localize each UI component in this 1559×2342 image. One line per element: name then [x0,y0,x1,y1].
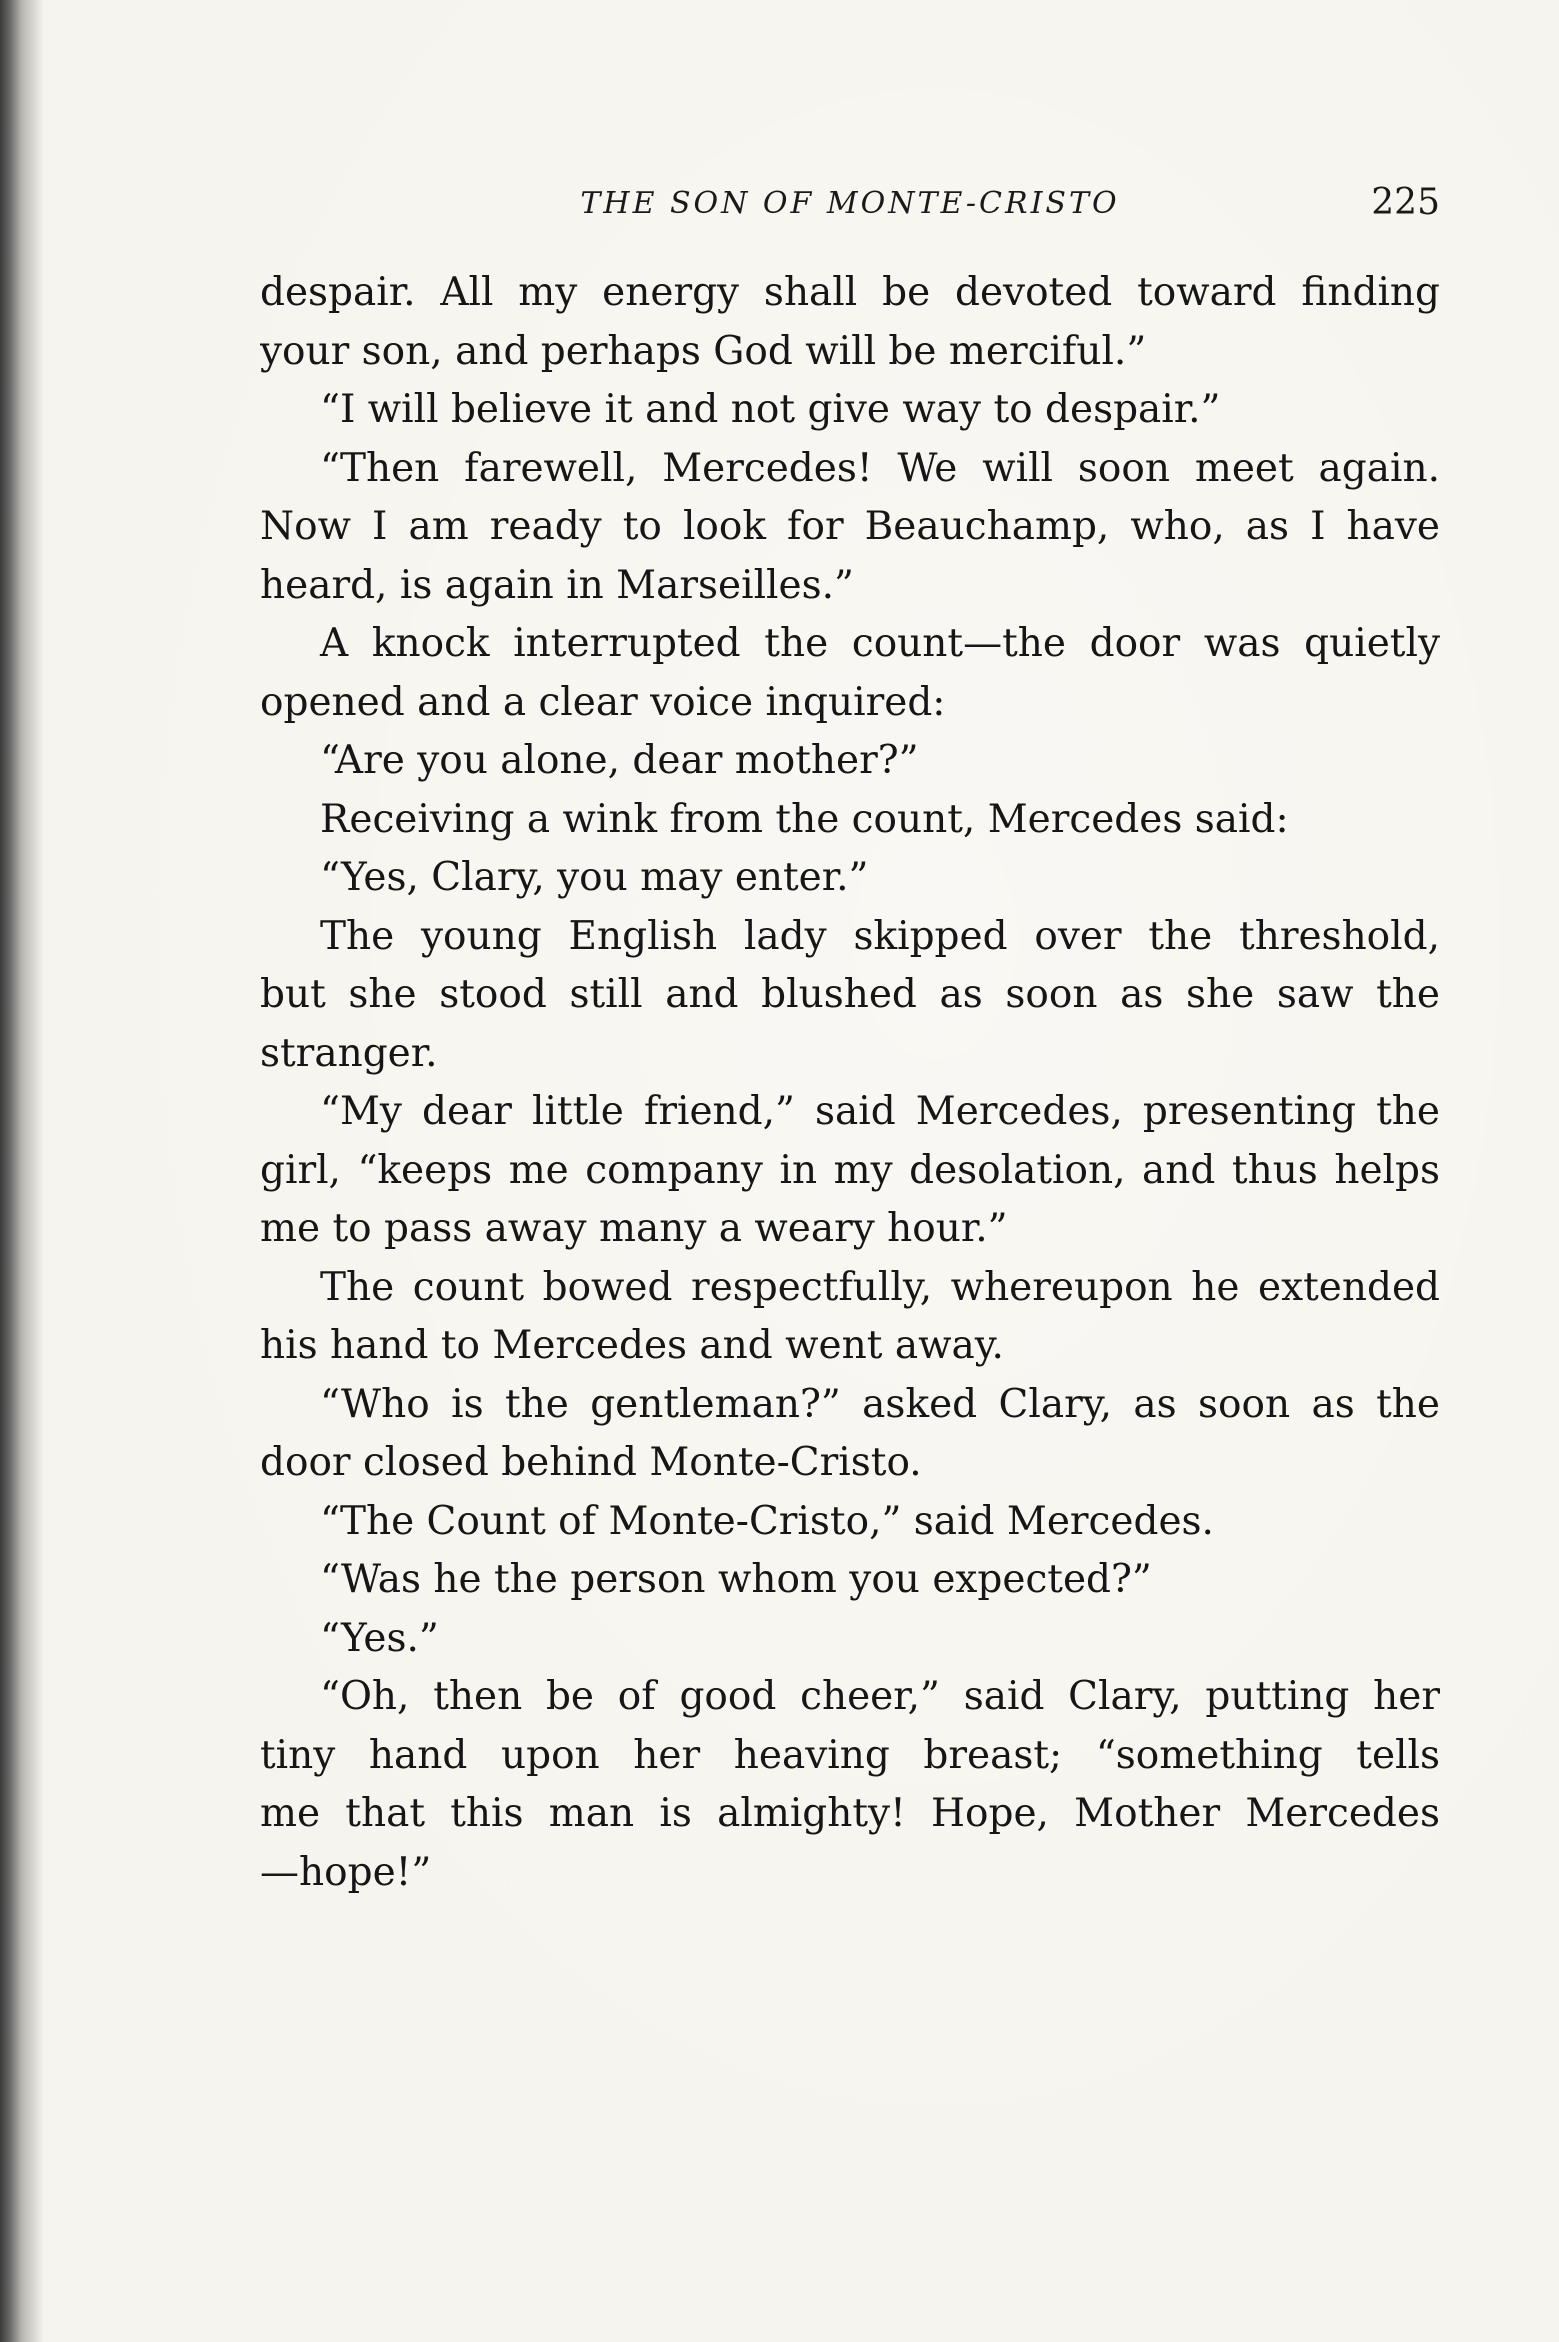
text-line: “Oh, then be of good cheer,” said Clary, putting her [320,1674,1440,1719]
text-line: “Yes, Clary, you may enter.” [320,855,869,900]
text-line: despair. All my energy shall be devoted toward finding [260,270,1440,315]
text-line: girl, “keeps me company in my desolation, and thus helps [260,1147,1440,1193]
text-line: —hope!” [260,1849,432,1895]
text-line: heard, is again in Marseilles.” [260,562,854,608]
text-line: The young English lady skipped over the threshold, [320,913,1440,959]
text-line: me that this man is almighty! Hope, Mother Mercedes [260,1791,1440,1836]
page-number: 225 [1371,182,1440,223]
text-line: “Who is the gentleman?” asked Clary, as soon as the [320,1381,1440,1427]
text-line: Now I am ready to look for Beauchamp, who, as I have [260,504,1440,549]
text-line: door closed behind Monte-Cristo. [260,1440,922,1485]
text-line: “I will believe it and not give way to despair.” [320,387,1221,432]
text-line: “Are you alone, dear mother?” [320,738,919,783]
binding-shadow [0,0,44,2342]
text-line: his hand to Mercedes and went away. [260,1323,1004,1368]
text-line: “Then farewell, Mercedes! We will soon meet again. [320,445,1440,491]
body-text [260,264,1440,1902]
text-line: your son, and perhaps God will be merciful.” [260,328,1147,374]
text-line: tiny hand upon her heaving breast; “something tells [260,1732,1440,1778]
text-line: “My dear little friend,” said Mercedes, presenting the [320,1089,1440,1134]
text-line: “Yes.” [320,1615,439,1661]
text-line: “The Count of Monte-Cristo,” said Mercedes. [320,1498,1214,1544]
running-head [260,182,1440,238]
text-line: stranger. [260,1030,438,1076]
text-line: “Was he the person whom you expected?” [320,1557,1152,1602]
text-line: but she stood still and blushed as soon as she saw the [260,972,1440,1017]
running-title: THE SON OF MONTE-CRISTO [580,186,1120,221]
text-line: A knock interrupted the count—the door was quietly [320,621,1440,666]
text-line: The count bowed respectfully, whereupon he extended [320,1264,1440,1310]
text-line: Receiving a wink from the count, Mercedes said: [320,796,1289,842]
text-line: opened and a clear voice inquired: [260,679,946,725]
text-line: me to pass away many a weary hour.” [260,1206,1008,1251]
